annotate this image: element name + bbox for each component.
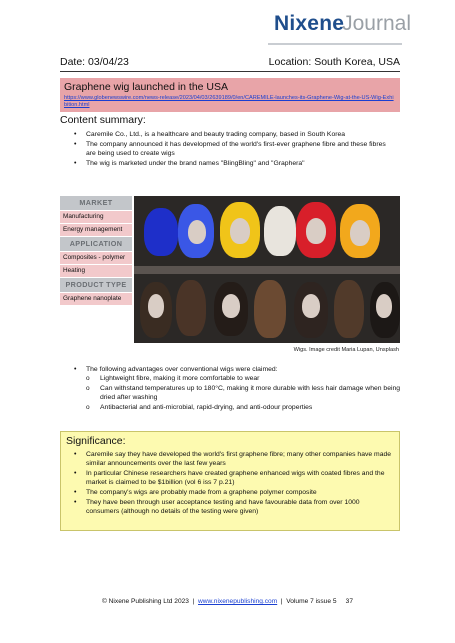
mannequin-face: [230, 218, 250, 244]
list-item: • The company announced it has developmed of the world's first-ever graphene fibre and these fibres are being used to create wigs: [74, 140, 394, 158]
list-item: • Caremile say they have developed the world's first graphene fibre; many other companies have made similar announcements over the last few years: [74, 450, 394, 468]
tag-header-market: MARKET: [60, 196, 132, 211]
list-item: o Antibacterial and anti-microbial, rapid-drying, and anti-odour properties: [86, 403, 404, 412]
dateline: [60, 56, 400, 72]
header-rule: [60, 71, 400, 72]
list-item: [74, 365, 404, 412]
footer-copyright: © Nixene Publishing Ltd 2023: [101, 598, 189, 605]
wigs-photo: [134, 196, 400, 343]
wig: [254, 280, 286, 338]
tag-item: Energy management: [60, 224, 132, 237]
wig: [264, 206, 296, 256]
wig: [334, 280, 364, 338]
list-item: • Caremile Co., Ltd., is a healthcare and beauty trading company, based in South Korea: [74, 130, 394, 139]
mannequin-face: [350, 220, 370, 246]
mannequin-face: [306, 218, 326, 244]
mannequin-face: [222, 294, 240, 318]
logo-underline: [268, 43, 402, 45]
significance-title: Significance:: [66, 435, 126, 447]
summary-list: [74, 130, 394, 169]
advantages-intro: The following advantages over conventional wigs were claimed:: [86, 366, 278, 373]
tag-sidebar: [60, 196, 132, 306]
list-item: o Lightweight fibre, making it more comfortable to wear: [86, 374, 404, 383]
wig: [176, 280, 206, 336]
footer-volume: Volume 7 issue 5: [286, 598, 337, 605]
summary-title: Content summary:: [60, 114, 146, 126]
article-date: Date: 03/04/23: [60, 56, 129, 68]
image-credit: Wigs. Image credit Maria Lupan, Unsplash: [293, 347, 399, 353]
article-location: Location: South Korea, USA: [268, 56, 400, 68]
list-item: • The company's wigs are probably made from a graphene polymer composite: [74, 488, 394, 497]
tag-item: Heating: [60, 265, 132, 278]
wig: [144, 208, 178, 256]
list-item: • The wig is marketed under the brand names "BlingBling" and "Graphera": [74, 159, 394, 168]
headline-title: Graphene wig launched in the USA: [64, 81, 229, 93]
shelf: [134, 266, 400, 274]
footer-site-link[interactable]: www.nixenepublishing.com: [198, 598, 278, 605]
page-footer: [0, 598, 455, 605]
tag-item: Composites - polymer: [60, 252, 132, 265]
logo-brand: Nixene: [274, 12, 345, 35]
significance-box: [60, 431, 400, 531]
significance-list: [74, 450, 394, 516]
advantages-sublist: [86, 374, 404, 412]
page-number: 37: [345, 598, 353, 605]
advantages-list: [74, 365, 404, 413]
list-item: • They have been through user acceptance testing and have favourable data from over 1000 consumers (although no details of the testing were given): [74, 498, 394, 516]
headline-box: [60, 78, 400, 112]
mannequin-face: [188, 220, 206, 244]
tag-header-product-type: PRODUCT TYPE: [60, 278, 132, 293]
footer-separator: |: [192, 598, 195, 605]
mannequin-face: [376, 294, 392, 318]
mannequin-face: [148, 294, 164, 318]
mannequin-face: [302, 294, 320, 318]
tag-item: Manufacturing: [60, 211, 132, 224]
journal-logo: [274, 13, 411, 34]
tag-header-application: APPLICATION: [60, 237, 132, 252]
tag-item: Graphene nanoplate: [60, 293, 132, 306]
list-item: o Can withstand temperatures up to 180°C, making it more durable with less hair damage when being dried after washing: [86, 384, 404, 402]
footer-separator: |: [280, 598, 283, 605]
list-item: • In particular Chinese researchers have created graphene enhanced wigs with coated fibres and the market is claimed to be $1billion (vol 6 iss 7 p.21): [74, 469, 394, 487]
source-link[interactable]: https://www.globenewswire.com/news-release/2023/04/03/2639189/0/en/CAREMILE-launches-its-Graphene-Wig-at-the-US-Wig-Exhibition.html: [64, 95, 394, 108]
logo-suffix: Journal: [342, 12, 411, 35]
